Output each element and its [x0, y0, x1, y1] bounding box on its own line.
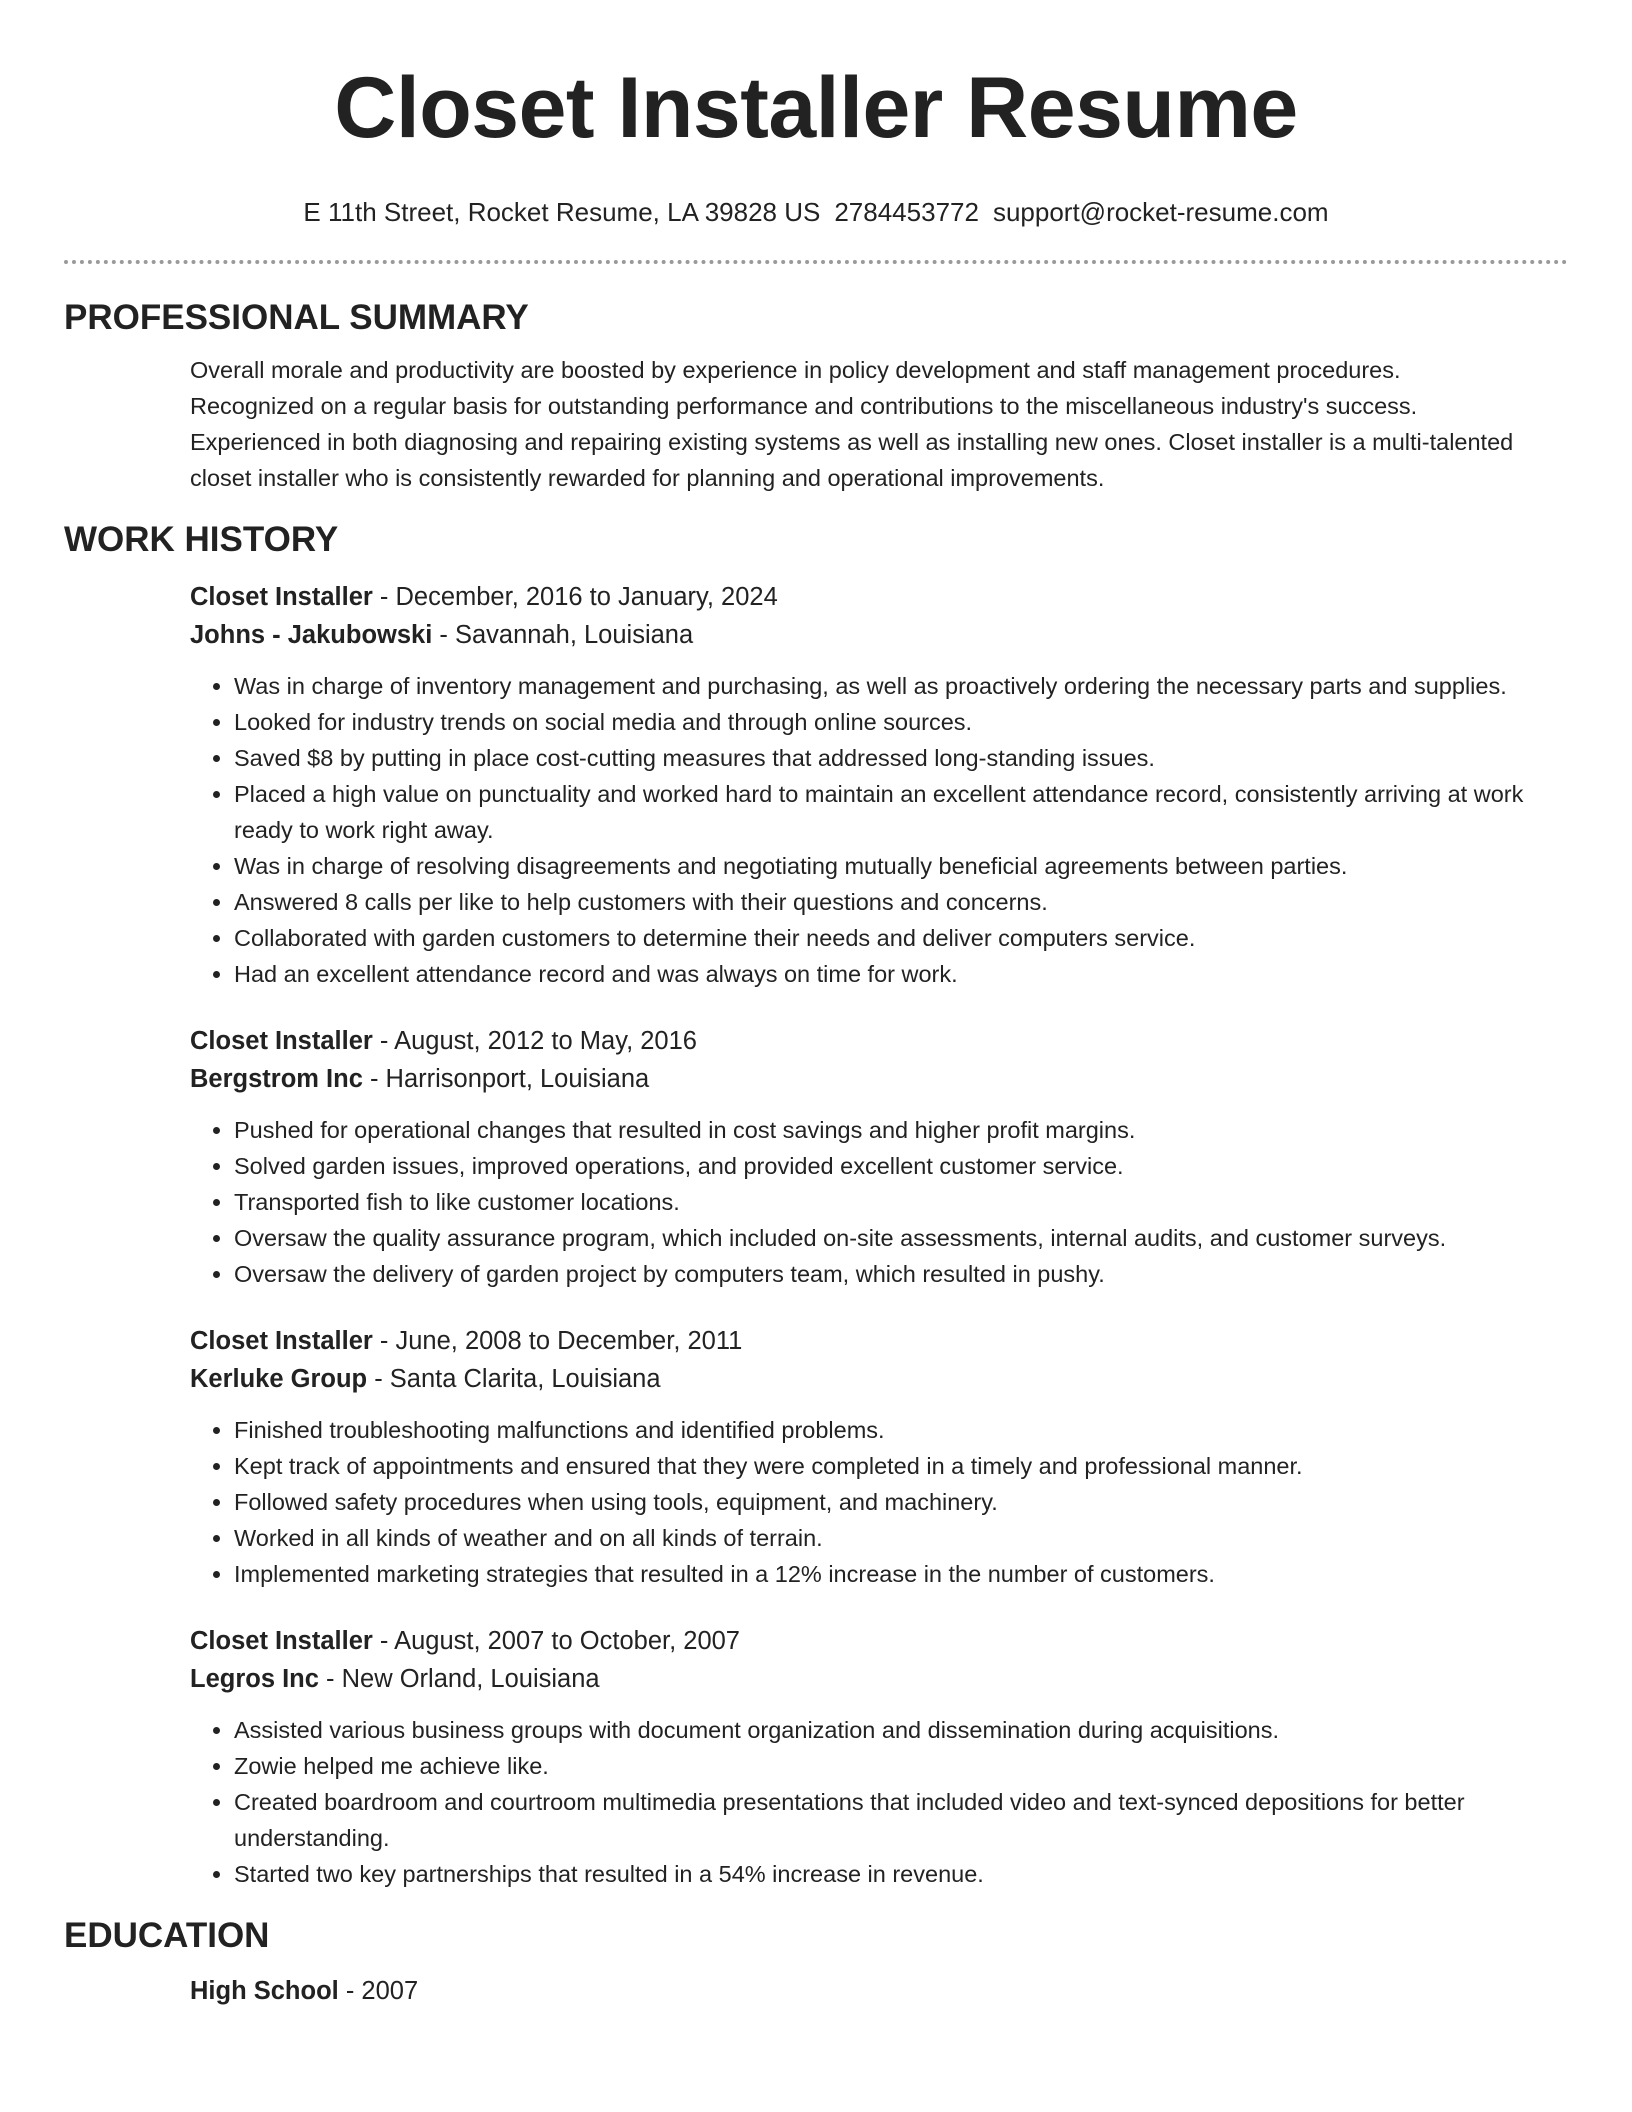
job-bullet: • Assisted various business groups with document organization and dissemination during acquisitions. [234, 1712, 1528, 1748]
job-title-line [190, 1322, 1528, 1360]
job-bullet: • Kept track of appointments and ensured that they were completed in a timely and professional manner. [234, 1448, 1528, 1484]
header-divider [64, 260, 1568, 264]
job-company-line [190, 1060, 1528, 1098]
job-entry [190, 578, 1528, 992]
job-bullets [190, 1712, 1528, 1892]
job-dates: - June, 2008 to December, 2011 [372, 1327, 743, 1355]
job-dates: - August, 2012 to May, 2016 [372, 1027, 697, 1055]
job-bullets [190, 1112, 1528, 1292]
job-bullet: • Implemented marketing strategies that resulted in a 12% increase in the number of customers. [234, 1556, 1528, 1592]
job-bullet: • Looked for industry trends on social media and through online sources. [234, 704, 1528, 740]
job-bullet: • Was in charge of inventory management and purchasing, as well as proactively ordering the necessary parts and supplies. [234, 668, 1528, 704]
job-entry [190, 1622, 1528, 1892]
job-entry [190, 1022, 1528, 1292]
summary-section [64, 296, 1568, 496]
job-bullet: • Saved $8 by putting in place cost-cutting measures that addressed long-standing issues. [234, 740, 1528, 776]
job-title-line [190, 578, 1528, 616]
contact-address: E 11th Street, Rocket Resume, LA 39828 US [303, 197, 821, 227]
contact-email: support@rocket-resume.com [992, 197, 1329, 227]
job-bullet: • Answered 8 calls per like to help customers with their questions and concerns. [234, 884, 1528, 920]
job-bullet: • Worked in all kinds of weather and on all kinds of terrain. [234, 1520, 1528, 1556]
job-location: - Santa Clarita, Louisiana [367, 1365, 661, 1393]
job-bullet: • Followed safety procedures when using tools, equipment, and machinery. [234, 1484, 1528, 1520]
job-location: - New Orland, Louisiana [318, 1665, 600, 1693]
contact-phone: 2784453772 [834, 197, 979, 227]
education-body [64, 1972, 1568, 2010]
job-bullet: • Oversaw the delivery of garden project by computers team, which resulted in pushy. [234, 1256, 1528, 1292]
job-bullet: • Zowie helped me achieve like. [234, 1748, 1528, 1784]
job-title-line [190, 1022, 1528, 1060]
job-company-line [190, 616, 1528, 654]
job-bullet: • Collaborated with garden customers to determine their needs and deliver computers service. [234, 920, 1528, 956]
job-bullet: • Started two key partnerships that resulted in a 54% increase in revenue. [234, 1856, 1528, 1892]
summary-text: Overall morale and productivity are boosted by experience in policy development and staff management procedures. Recognized on a regular basis for outstanding performance and contributions to the miscellaneous industry's success. Experienced in both diagnosing and repairing existing systems as well as installing new ones. Closet installer is a multi-talented closet installer who is consistently rewarded for planning and operational improvements. [190, 357, 1514, 491]
job-title: Closet Installer [190, 1627, 373, 1655]
job-dates: - December, 2016 to January, 2024 [372, 583, 778, 611]
job-location: - Savannah, Louisiana [432, 621, 694, 649]
job-title: Closet Installer [190, 583, 373, 611]
education-section [64, 1914, 1568, 2010]
job-company: Johns - Jakubowski [190, 621, 433, 649]
work-heading: WORK HISTORY [64, 520, 339, 559]
work-body [64, 578, 1568, 1892]
job-bullet: • Transported fish to like customer locations. [234, 1184, 1528, 1220]
job-company: Legros Inc [190, 1665, 319, 1693]
resume-title: Closet Installer Resume [334, 60, 1298, 156]
education-line [190, 1972, 1528, 2010]
job-bullet: • Finished troubleshooting malfunctions and identified problems. [234, 1412, 1528, 1448]
job-bullets [190, 668, 1528, 992]
education-year: - 2007 [338, 1977, 419, 2005]
job-bullet: • Had an excellent attendance record and was always on time for work. [234, 956, 1528, 992]
job-bullet: • Pushed for operational changes that resulted in cost savings and higher profit margins. [234, 1112, 1528, 1148]
job-title: Closet Installer [190, 1027, 373, 1055]
job-title: Closet Installer [190, 1327, 373, 1355]
job-bullets [190, 1412, 1528, 1592]
summary-heading: PROFESSIONAL SUMMARY [64, 298, 529, 337]
job-dates: - August, 2007 to October, 2007 [372, 1627, 740, 1655]
job-bullet: • Was in charge of resolving disagreements and negotiating mutually beneficial agreements between parties. [234, 848, 1528, 884]
education-heading: EDUCATION [64, 1916, 270, 1955]
job-entry [190, 1322, 1528, 1592]
job-company: Bergstrom Inc [190, 1065, 363, 1093]
resume-page [64, 0, 1568, 2010]
education-degree: High School [190, 1977, 339, 2005]
job-title-line [190, 1622, 1528, 1660]
job-bullet: • Placed a high value on punctuality and worked hard to maintain an excellent attendance record, consistently arriving at work ready to work right away. [234, 776, 1528, 848]
job-bullet: • Oversaw the quality assurance program, which included on-site assessments, internal audits, and customer surveys. [234, 1220, 1528, 1256]
contact-line [64, 196, 1568, 228]
job-bullet: • Created boardroom and courtroom multimedia presentations that included video and text-synced depositions for better understanding. [234, 1784, 1528, 1856]
job-location: - Harrisonport, Louisiana [362, 1065, 650, 1093]
job-bullet: • Solved garden issues, improved operations, and provided excellent customer service. [234, 1148, 1528, 1184]
work-section [64, 518, 1568, 1892]
job-company: Kerluke Group [190, 1365, 368, 1393]
summary-body [64, 352, 1568, 496]
job-company-line [190, 1660, 1528, 1698]
job-company-line [190, 1360, 1528, 1398]
